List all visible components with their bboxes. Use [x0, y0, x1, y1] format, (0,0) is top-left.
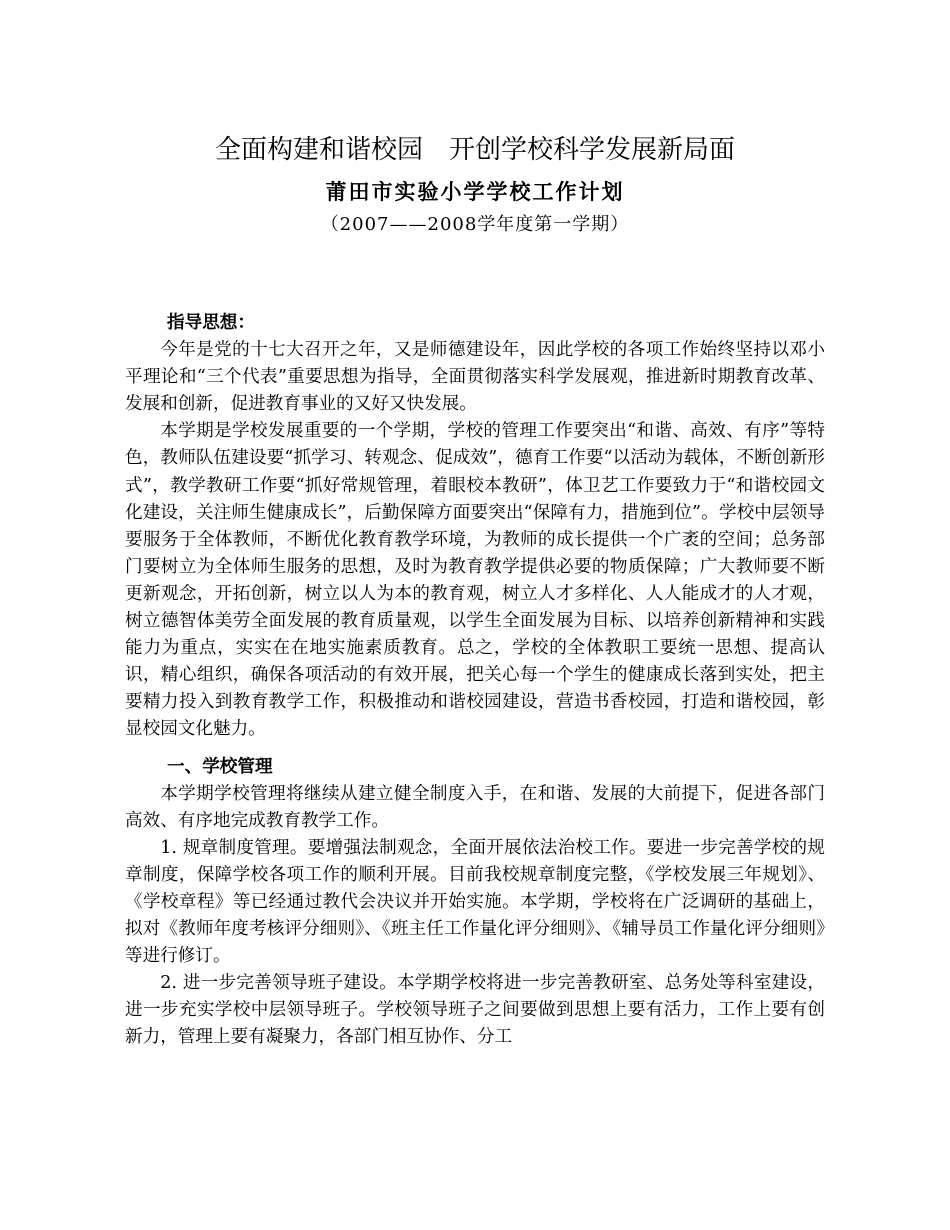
section-paragraph: 1. 规章制度管理。要增强法制观念，全面开展依法治校工作。要进一步完善学校的规章制度，保障学校各项工作的顺利开展。目前我校规章制度完整，《学校发展三年规划》、《学校章程》等已经通过教代会决议并开始实施。本学期，学校将在广泛调研的基础上，拟对《教师年度考核评分细则》、《班主任工作量化评分细则》、《辅导员工作量化评分细则》等进行修订。 — [125, 837, 825, 967]
section-heading: 一、学校管理 — [167, 756, 273, 777]
section-paragraph: 2. 进一步完善领导班子建设。本学期学校将进一步完善教研室、总务处等科室建设，进一步充实学校中层领导班子。学校领导班子之间要做到思想上要有活力，工作上要有创新力，管理上要有凝聚力，各部门相互协作、分工 — [125, 973, 825, 1048]
document-subtitle: 莆田市实验小学学校工作计划 — [325, 180, 625, 204]
section-gap — [125, 744, 825, 754]
document-term: （2007——2008学年度第一学期） — [320, 214, 630, 235]
document-title: 全面构建和谐校园 开创学校科学发展新局面 — [214, 135, 735, 165]
guiding-paragraph: 本学期是学校发展重要的一个学期，学校的管理工作要突出“和谐、高效、有序”等特色，教师队伍建设要“抓学习、转观念、促成效”，德育工作要“以活动为载体，不断创新形式”，教学教研工作要“抓好常规管理，着眼校本教研”，体卫艺工作要致力于“和谐校园文化建设，关注师生健康成长”，后勤保障方面要突出“保障有力，措施到位”。学校中层领导要服务于全体教师，不断优化教育教学环境，为教师的成长提供一个广袤的空间；总务部门要树立为全体师生服务的思想，及时为教育教学提供必要的物质保障；广大教师要不断更新观念，开拓创新，树立以人为本的教育观，树立人才多样化、人人能成才的人才观，树立德智体美劳全面发展的教育质量观，以学生全面发展为目标、以培养创新精神和实践能力为重点，实实在在地实施素质教育。总之，学校的全体教职工要统一思想、提高认识，精心组织，确保各项活动的有效开展，把关心每一个学生的健康成长落到实处，把主要精力投入到教育教学工作，积极推动和谐校园建设，营造书香校园，打造和谐校园，彰显校园文化魅力。 — [125, 421, 825, 740]
guiding-heading: 指导思想： — [167, 313, 255, 333]
document-body — [125, 310, 825, 1052]
guiding-paragraph: 今年是党的十七大召开之年，又是师德建设年，因此学校的各项工作始终坚持以邓小平理论和“三个代表”重要思想为指导，全面贯彻落实科学发展观，推进新时期教育改革、发展和创新，促进教育事业的又好又快发展。 — [125, 340, 825, 415]
section-paragraph: 本学期学校管理将继续从建立健全制度入手，在和谐、发展的大前提下，促进各部门高效、有序地完成教育教学工作。 — [125, 783, 825, 831]
